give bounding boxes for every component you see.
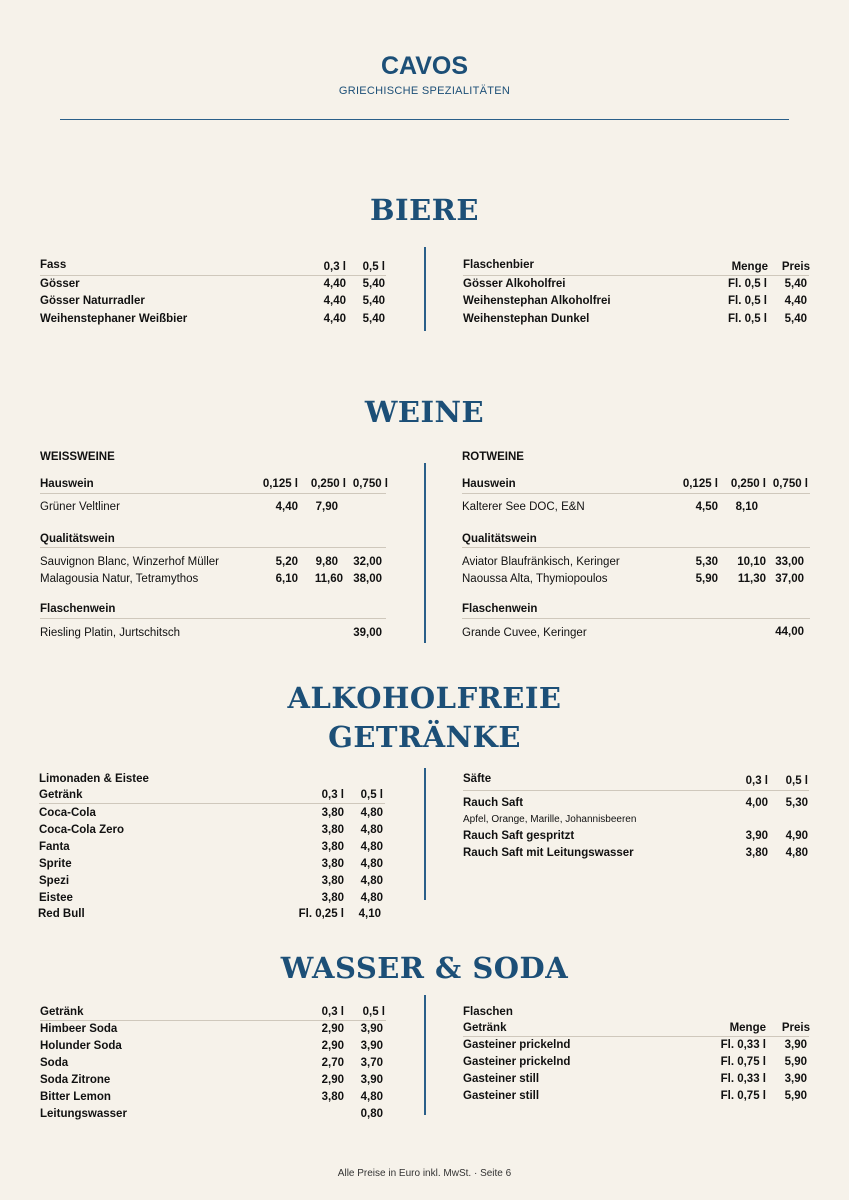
section-title-weine: WEINE [364, 395, 485, 429]
divider [462, 547, 810, 548]
list-item: Weihenstephaner Weißbier [40, 313, 188, 325]
divider [463, 790, 809, 791]
column-divider [424, 995, 426, 1115]
price: 8,10 [735, 501, 758, 513]
price: 3,80 [321, 858, 344, 870]
price: 3,90 [360, 1040, 383, 1052]
column-divider [424, 768, 426, 900]
saefte-header: Säfte [463, 773, 492, 785]
list-item: Rauch Saft gespritzt [463, 830, 575, 842]
column-divider [424, 247, 426, 331]
price: 4,40 [275, 501, 298, 513]
menge: Fl. 0,75 l [720, 1090, 766, 1102]
price: 11,30 [737, 573, 766, 585]
divider [463, 1036, 809, 1037]
price: 5,90 [784, 1090, 807, 1102]
limonaden-header: Limonaden & Eistee [39, 773, 149, 785]
col-0-250: 0,250 l [310, 478, 346, 490]
list-item: Weihenstephan Dunkel [463, 313, 590, 325]
menge: Fl. 0,5 l [728, 278, 767, 290]
rotweine-header: ROTWEINE [462, 451, 524, 463]
price: 5,40 [784, 313, 807, 325]
section-title-biere: BIERE [370, 193, 479, 227]
flaschenwein-label: Flaschenwein [462, 603, 538, 615]
flaschenbier-col-preis: Preis [781, 261, 810, 273]
list-item: Leitungswasser [40, 1108, 127, 1120]
divider [40, 1020, 386, 1021]
price: 9,80 [315, 556, 338, 568]
col-0-750: 0,750 l [352, 478, 388, 490]
price: 2,90 [321, 1074, 344, 1086]
fass-divider [40, 275, 386, 276]
list-item: Kalterer See DOC, E&N [462, 501, 585, 513]
price: 4,80 [360, 807, 383, 819]
weissweine-header: WEISSWEINE [40, 451, 115, 463]
col-preis: Preis [781, 1022, 810, 1034]
list-item: Naoussa Alta, Thymiopoulos [462, 573, 608, 585]
divider [462, 493, 810, 494]
menge: Fl. 0,5 l [728, 295, 767, 307]
menge: Fl. 0,33 l [720, 1073, 766, 1085]
list-item: Rauch Saft [463, 797, 524, 809]
price: 0,80 [360, 1108, 383, 1120]
list-item: Red Bull [38, 908, 85, 920]
divider [39, 803, 385, 804]
price: 2,90 [321, 1023, 344, 1035]
price: 4,40 [323, 278, 346, 290]
price: 3,80 [321, 841, 344, 853]
page-footer: Alle Preise in Euro inkl. MwSt. · Seite 6 [337, 1168, 512, 1179]
divider [40, 547, 386, 548]
flaschen-header: Flaschen [463, 1006, 513, 1018]
flaschenbier-header: Flaschenbier [463, 259, 534, 271]
list-item: Gösser [40, 278, 80, 290]
price: 4,90 [785, 830, 808, 842]
price: 5,20 [275, 556, 298, 568]
price: 4,80 [360, 875, 383, 887]
col-menge: Menge [729, 1022, 766, 1034]
col-0-3: 0,3 l [321, 789, 344, 801]
list-item: Grüner Veltliner [40, 501, 120, 513]
list-item: Coca-Cola Zero [39, 824, 124, 836]
col-0-750: 0,750 l [772, 478, 808, 490]
list-item: Coca-Cola [39, 807, 96, 819]
price: 39,00 [353, 627, 382, 639]
col-0-250: 0,250 l [730, 478, 766, 490]
column-divider [424, 463, 426, 643]
brand-subtitle: GRIECHISCHE SPEZIALITÄTEN [338, 85, 511, 97]
price: 3,80 [321, 824, 344, 836]
price: 4,00 [745, 797, 768, 809]
col-0-5: 0,5 l [362, 1006, 385, 1018]
price: 2,90 [321, 1040, 344, 1052]
price: 3,90 [745, 830, 768, 842]
price: 3,90 [784, 1039, 807, 1051]
price: 3,90 [784, 1073, 807, 1085]
section-title-alkoholfrei-2: GETRÄNKE [328, 720, 521, 754]
list-item: Grande Cuvee, Keringer [462, 627, 587, 639]
col-0-3: 0,3 l [745, 775, 768, 787]
col-0-3: 0,3 l [321, 1006, 344, 1018]
divider [462, 618, 810, 619]
price: 10,10 [737, 556, 766, 568]
col-0-5: 0,5 l [360, 789, 383, 801]
flaschenwein-label: Flaschenwein [40, 603, 116, 615]
list-item: Gasteiner prickelnd [463, 1039, 571, 1051]
price: 4,80 [360, 841, 383, 853]
col-0-5: 0,5 l [785, 775, 808, 787]
getraenk-label: Getränk [39, 789, 83, 801]
price: 2,70 [321, 1057, 344, 1069]
price: 4,50 [695, 501, 718, 513]
price: 3,80 [745, 847, 768, 859]
price: 6,10 [275, 573, 298, 585]
price: 4,80 [360, 858, 383, 870]
price: 38,00 [353, 573, 382, 585]
getraenk-label: Getränk [40, 1006, 84, 1018]
list-item: Weihenstephan Alkoholfrei [463, 295, 611, 307]
price: 5,90 [784, 1056, 807, 1068]
menge: Fl. 0,75 l [720, 1056, 766, 1068]
list-item: Sprite [39, 858, 72, 870]
fass-header: Fass [40, 259, 67, 271]
price: 3,70 [360, 1057, 383, 1069]
brand-title: CAVOS [380, 52, 469, 80]
list-item: Himbeer Soda [40, 1023, 118, 1035]
divider [40, 618, 386, 619]
section-title-wasser: WASSER & SODA [280, 951, 569, 985]
header-divider [60, 119, 789, 120]
list-item: Aviator Blaufränkisch, Keringer [462, 556, 620, 568]
list-item: Holunder Soda [40, 1040, 122, 1052]
menge: Fl. 0,5 l [728, 313, 767, 325]
list-item: Riesling Platin, Jurtschitsch [40, 627, 180, 639]
list-item: Gasteiner still [463, 1090, 540, 1102]
list-item: Gösser Naturradler [40, 295, 145, 307]
price: 3,80 [321, 875, 344, 887]
flaschenbier-col-menge: Menge [731, 261, 768, 273]
price: 3,90 [360, 1023, 383, 1035]
price: 3,80 [321, 1091, 344, 1103]
price: 4,40 [323, 313, 346, 325]
qualitaetswein-label: Qualitätswein [40, 533, 115, 545]
price: 32,00 [353, 556, 382, 568]
fass-col-0-3: 0,3 l [323, 261, 346, 273]
price: 5,40 [362, 313, 385, 325]
price: 44,00 [775, 626, 804, 638]
list-item: Spezi [39, 875, 70, 887]
price: 3,90 [360, 1074, 383, 1086]
list-item: Gösser Alkoholfrei [463, 278, 566, 290]
price: 4,10 [358, 908, 381, 920]
flaschenbier-divider [463, 275, 809, 276]
price: 7,90 [315, 501, 338, 513]
hauswein-label: Hauswein [40, 478, 94, 490]
price: 5,30 [785, 797, 808, 809]
price: 33,00 [775, 556, 804, 568]
price: 3,80 [321, 892, 344, 904]
list-item: Soda [40, 1057, 69, 1069]
price: 3,80 [321, 807, 344, 819]
list-item: Eistee [39, 892, 73, 904]
menge: Fl. 0,33 l [720, 1039, 766, 1051]
price: Fl. 0,25 l [298, 908, 344, 920]
saft-sorten-note: Apfel, Orange, Marille, Johannisbeeren [463, 814, 637, 825]
col-0-125: 0,125 l [262, 478, 298, 490]
price: 11,60 [314, 573, 343, 585]
price: 5,40 [362, 295, 385, 307]
price: 5,30 [695, 556, 718, 568]
list-item: Bitter Lemon [40, 1091, 111, 1103]
list-item: Gasteiner still [463, 1073, 540, 1085]
price: 4,40 [784, 295, 807, 307]
list-item: Malagousia Natur, Tetramythos [40, 573, 199, 585]
price: 4,80 [360, 892, 383, 904]
hauswein-label: Hauswein [462, 478, 516, 490]
price: 4,80 [785, 847, 808, 859]
qualitaetswein-label: Qualitätswein [462, 533, 537, 545]
price: 37,00 [775, 573, 804, 585]
col-0-125: 0,125 l [682, 478, 718, 490]
price: 4,80 [360, 1091, 383, 1103]
list-item: Fanta [39, 841, 70, 853]
list-item: Soda Zitrone [40, 1074, 111, 1086]
price: 4,40 [323, 295, 346, 307]
list-item: Gasteiner prickelnd [463, 1056, 571, 1068]
price: 5,90 [695, 573, 718, 585]
price: 4,80 [360, 824, 383, 836]
list-item: Rauch Saft mit Leitungswasser [463, 847, 634, 859]
divider [40, 493, 386, 494]
price: 5,40 [362, 278, 385, 290]
section-title-alkoholfrei-1: ALKOHOLFREIE [287, 681, 562, 715]
list-item: Sauvignon Blanc, Winzerhof Müller [40, 556, 219, 568]
price: 5,40 [784, 278, 807, 290]
getraenk-label: Getränk [463, 1022, 507, 1034]
fass-col-0-5: 0,5 l [362, 261, 385, 273]
